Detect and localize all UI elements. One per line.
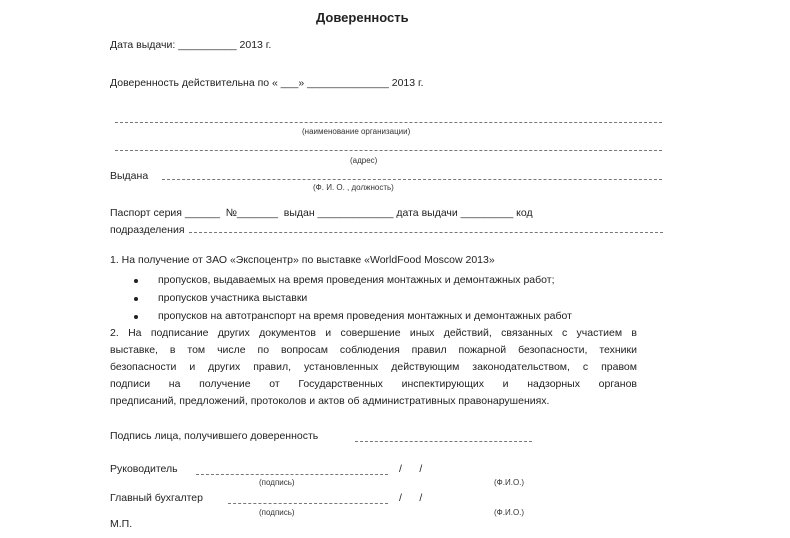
org-name-caption: (наименование организации) <box>302 127 411 136</box>
issue-date-line: Дата выдачи: __________ 2013 г. <box>110 39 272 51</box>
department-code-label: подразделения <box>110 224 185 236</box>
document-title: Доверенность <box>316 10 409 25</box>
recipient-signature-label: Подпись лица, получившего доверенность <box>110 430 319 442</box>
address-field[interactable] <box>115 150 662 151</box>
accountant-signature-field[interactable] <box>228 503 388 504</box>
director-name-slashes: / / <box>399 463 423 475</box>
issued-to-label: Выдана <box>110 170 149 182</box>
org-name-field[interactable] <box>115 122 662 123</box>
list-item: пропусков, выдаваемых на время проведения монтажных и демонтажных работ; <box>158 274 555 286</box>
director-signature-field[interactable] <box>196 474 388 475</box>
recipient-signature-field[interactable] <box>355 441 532 442</box>
director-fio-caption: (Ф.И.О.) <box>494 478 525 487</box>
bullet-icon <box>134 279 138 283</box>
item-2-line: безопасности и других правил, установленных действующим законодательством, с правом <box>110 361 637 373</box>
accountant-name-slashes: / / <box>399 492 423 504</box>
passport-line: Паспорт серия ______ №_______ выдан _____________ дата выдачи _________ код <box>110 207 533 219</box>
accountant-fio-caption: (Ф.И.О.) <box>494 508 525 517</box>
item-2-line: подписи на получение от Государственных инспектирующих и надзорных органов <box>110 378 637 390</box>
director-signature-caption: (подпись) <box>259 478 295 487</box>
item-2-line: 2. На подписание других документов и совершение иных действий, связанных с участием в <box>110 327 637 339</box>
list-item: пропусков участника выставки <box>158 292 308 304</box>
issued-to-field[interactable] <box>162 179 662 180</box>
validity-line: Доверенность действительна по « ___» ______________ 2013 г. <box>110 77 424 89</box>
accountant-signature-caption: (подпись) <box>259 508 295 517</box>
address-caption: (адрес) <box>350 156 378 165</box>
chief-accountant-label: Главный бухгалтер <box>110 492 203 504</box>
bullet-icon <box>134 297 138 301</box>
seal-place: М.П. <box>110 518 133 530</box>
bullet-icon <box>134 315 138 319</box>
fio-position-caption: (Ф. И. О. , должность) <box>313 183 394 192</box>
list-item: пропусков на автотранспорт на время проведения монтажных и демонтажных работ <box>158 310 572 322</box>
department-code-field[interactable] <box>189 232 663 233</box>
director-label: Руководитель <box>110 463 178 475</box>
item-2-line: предписаний, предложений, протоколов и актов об административных правонарушениях. <box>110 395 550 407</box>
item-1: 1. На получение от ЗАО «Экспоцентр» по выставке «WorldFood Moscow 2013» <box>110 254 495 266</box>
item-2-line: выставке, в том числе по вопросам соблюдения правил пожарной безопасности, техники <box>110 344 637 356</box>
